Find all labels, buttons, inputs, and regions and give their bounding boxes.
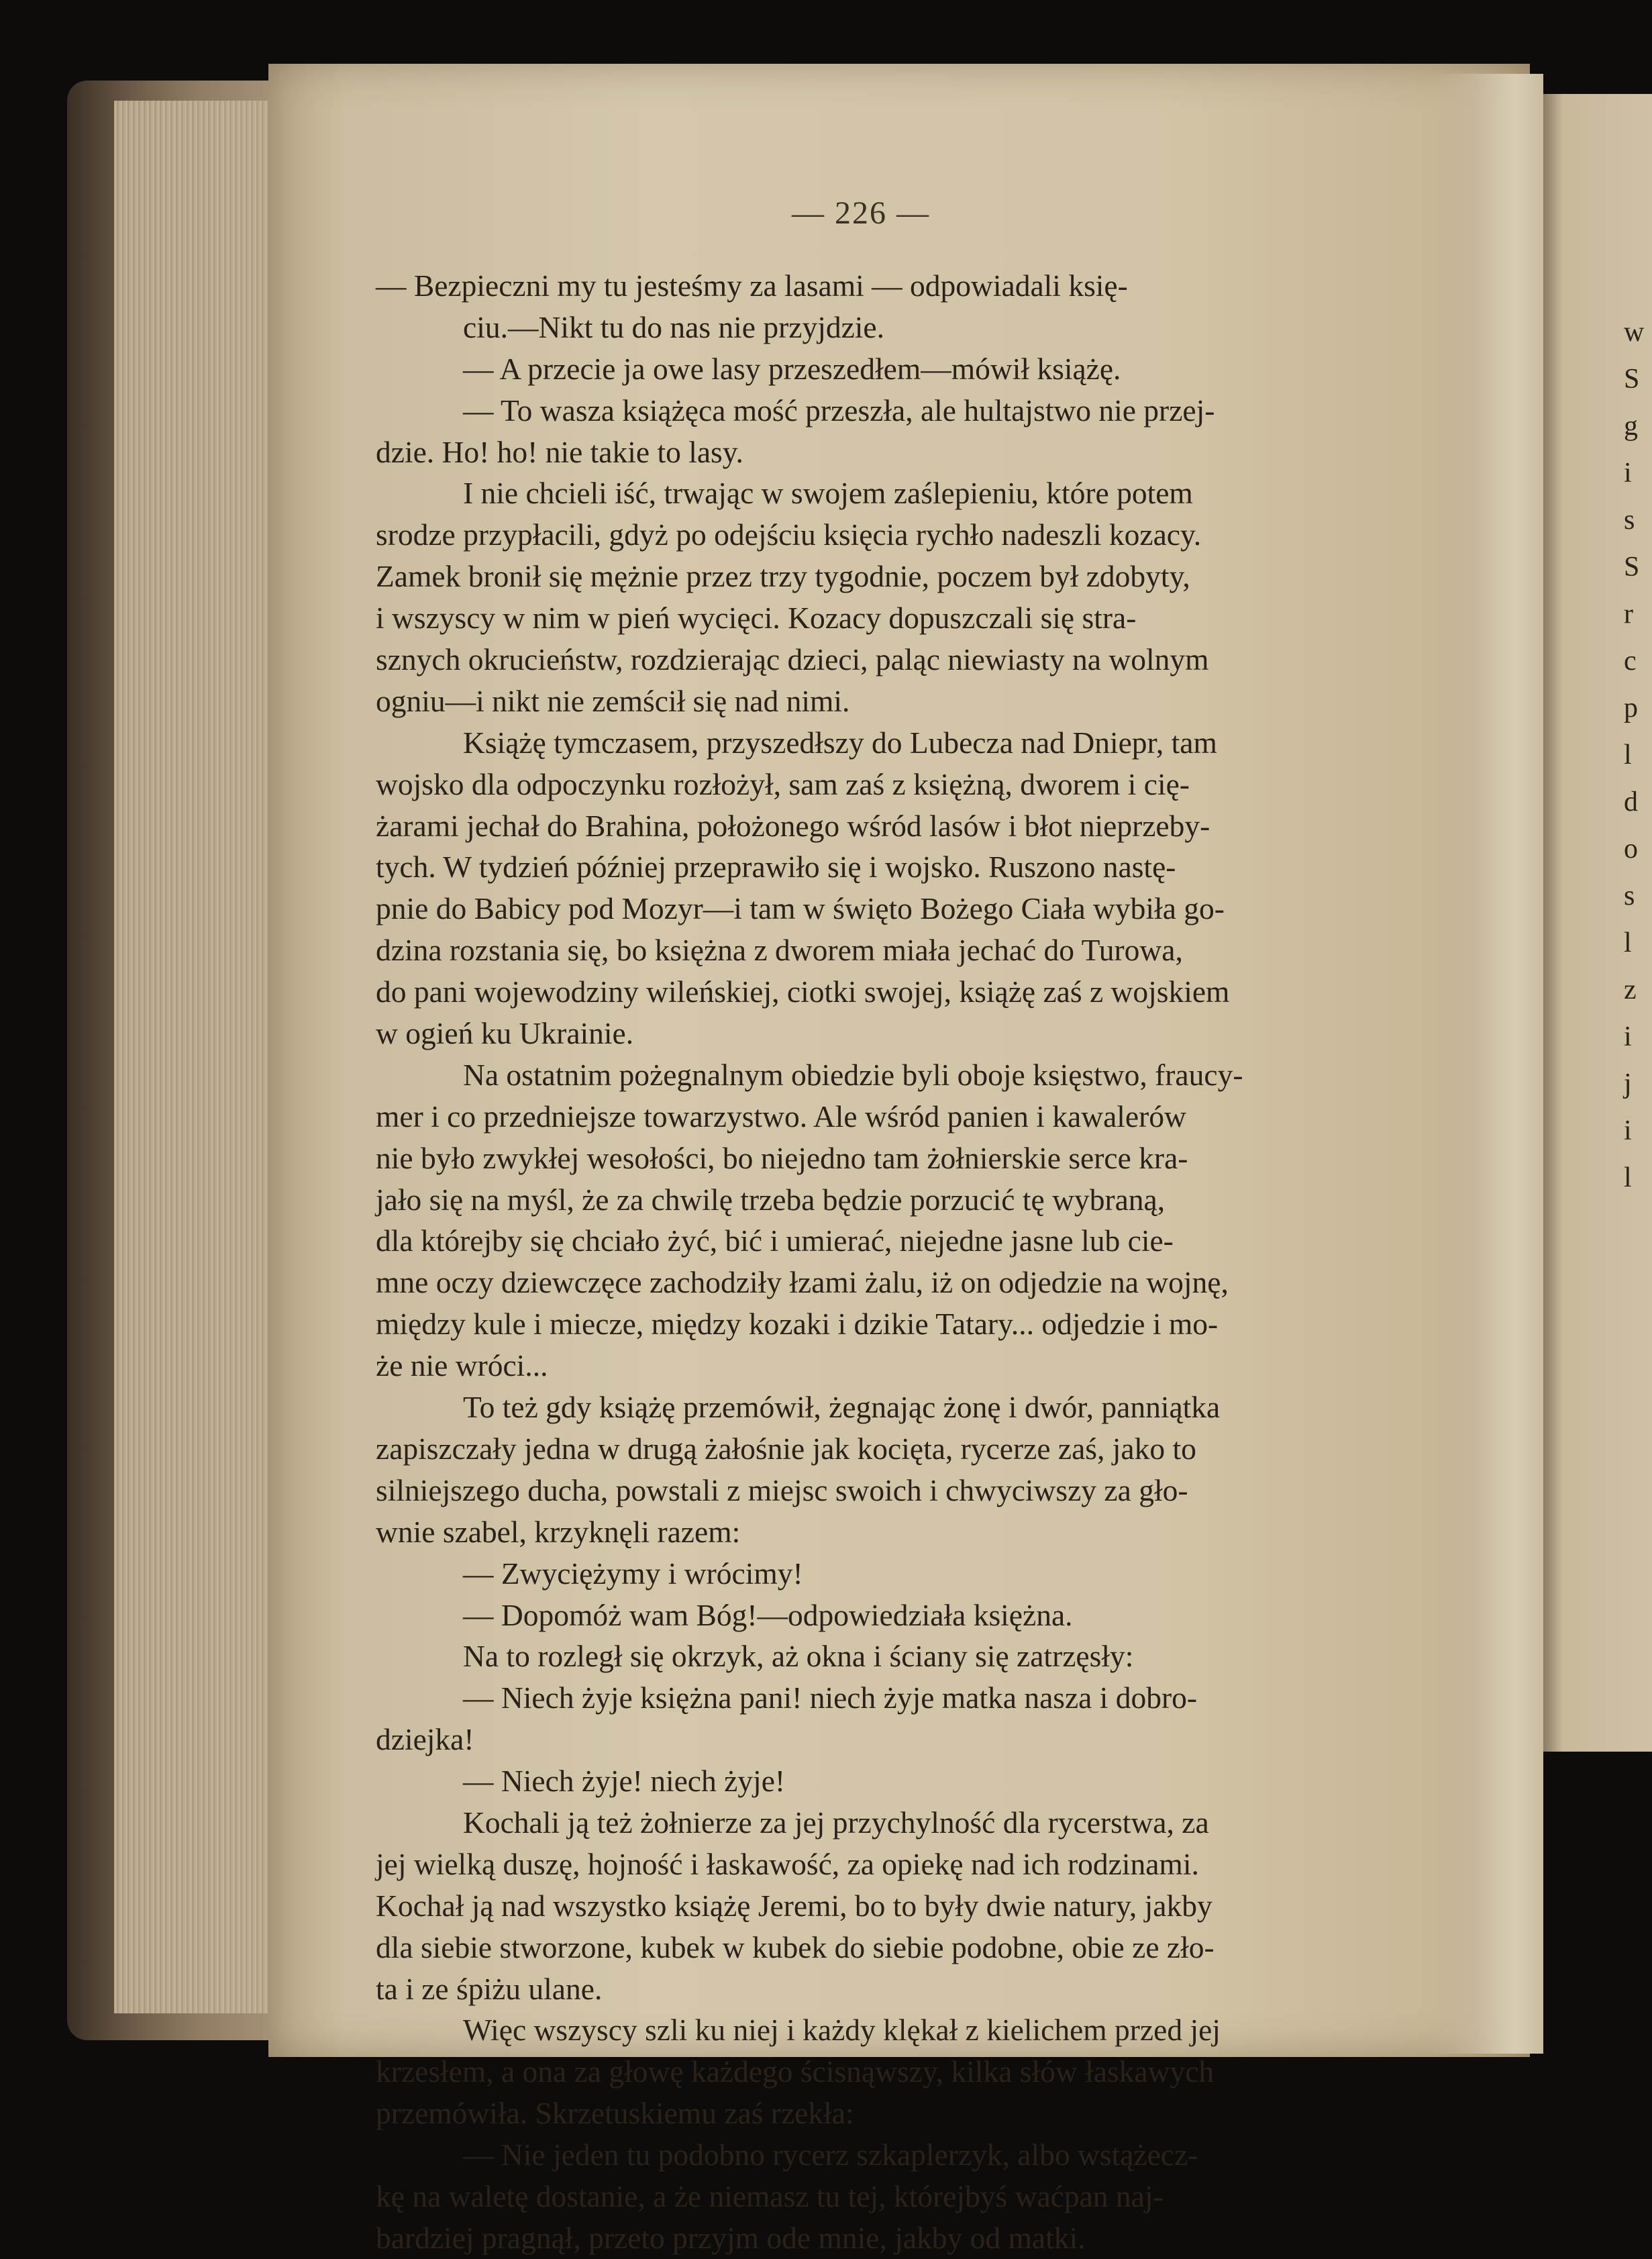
margin-fragment: l bbox=[1624, 740, 1632, 770]
margin-fragment: i bbox=[1624, 1021, 1632, 1052]
text-line: nie było zwykłej wesołości, bo niejedno tam żołnierskie serce kra- bbox=[376, 1140, 1188, 1175]
text-line: dla siebie stworzone, kubek w kubek do siebie podobne, obie ze zło- bbox=[376, 1929, 1215, 1964]
text-line: w ogień ku Ukrainie. bbox=[376, 1016, 634, 1051]
margin-fragment: c bbox=[1624, 646, 1637, 676]
text-line: Zamek bronił się mężnie przez trzy tygodnie, poczem był zdobyty, bbox=[376, 559, 1190, 594]
text-line: Książę tymczasem, przyszedłszy do Lubecza nad Dniepr, tam bbox=[463, 725, 1217, 760]
margin-fragment: s bbox=[1624, 505, 1635, 536]
margin-fragment: i bbox=[1624, 458, 1632, 489]
page-stack-edges bbox=[114, 101, 289, 2013]
text-line: ciu.—Nikt tu do nas nie przyjdzie. bbox=[463, 309, 885, 344]
page-text bbox=[376, 265, 1423, 2259]
margin-fragment: z bbox=[1624, 974, 1637, 1005]
text-line: że nie wróci... bbox=[376, 1348, 548, 1383]
text-line: zapiszczały jedna w drugą żałośnie jak kocięta, rycerze zaś, jako to bbox=[376, 1431, 1196, 1466]
text-line: mne oczy dziewczęce zachodziły łzami żalu, iż on odjedzie na wojnę, bbox=[376, 1265, 1229, 1300]
text-line: srodze przypłacili, gdyż po odejściu księcia rychło nadeszli kozacy. bbox=[376, 517, 1202, 552]
text-line: Kochali ją też żołnierze za jej przychylność dla rycerstwa, za bbox=[463, 1805, 1209, 1840]
text-line: — Dopomóż wam Bóg!—odpowiedziała księżna. bbox=[463, 1597, 1073, 1632]
margin-fragment: r bbox=[1624, 599, 1633, 630]
adjacent-page-fragments bbox=[1624, 309, 1652, 1201]
text-line: krzesłem, a ona za głowę każdego ścisnąwszy, kilka słów łaskawych bbox=[376, 2054, 1215, 2089]
margin-fragment: i bbox=[1624, 1115, 1632, 1146]
text-line: przemówiła. Skrzetuskiemu zaś rzekła: bbox=[376, 2096, 854, 2131]
text-line: żarami jechał do Brahina, położonego wśród lasów i błot nieprzeby- bbox=[376, 808, 1210, 843]
text-line: — Niech żyje! niech żyje! bbox=[463, 1764, 786, 1799]
text-line: dla którejby się chciało żyć, bić i umierać, niejedne jasne lub cie- bbox=[376, 1223, 1174, 1258]
text-line: silniejszego ducha, powstali z miejsc swoich i chwyciwszy za gło- bbox=[376, 1472, 1188, 1507]
margin-fragment: j bbox=[1624, 1068, 1632, 1099]
text-line: — To wasza książęca mość przeszła, ale hultajstwo nie przej- bbox=[463, 393, 1215, 428]
text-line: mer i co przedniejsze towarzystwo. Ale wśród panien i kawalerów bbox=[376, 1099, 1186, 1134]
margin-fragment: w bbox=[1624, 317, 1645, 348]
text-line: kę na waletę dostanie, a że niemasz tu tej, którejbyś waćpan naj- bbox=[376, 2178, 1164, 2213]
page-gutter bbox=[1429, 74, 1543, 2054]
text-line: między kule i miecze, między kozaki i dzikie Tatary... odjedzie i mo- bbox=[376, 1307, 1219, 1342]
text-line: — Niech żyje księżna pani! niech żyje matka nasza i dobro- bbox=[463, 1680, 1198, 1715]
text-line: dziejka! bbox=[376, 1722, 474, 1757]
text-line: pnie do Babicy pod Mozyr—i tam w święto Bożego Ciała wybiła go- bbox=[376, 891, 1225, 926]
text-line: — A przecie ja owe lasy przeszedłem—mówił książę. bbox=[463, 351, 1121, 386]
text-line: jej wielką duszę, hojność i łaskawość, za opiekę nad ich rodzinami. bbox=[376, 1846, 1199, 1881]
text-line: bardziej pragnął, przeto przyjm ode mnie, jakby od matki. bbox=[376, 2220, 1086, 2255]
text-line: do pani wojewodziny wileńskiej, ciotki swojej, książę zaś z wojskiem bbox=[376, 974, 1230, 1009]
text-line: ta i ze śpiżu ulane. bbox=[376, 1971, 603, 2006]
margin-fragment: o bbox=[1624, 834, 1638, 864]
text-line: dzina rozstania się, bo księżna z dworem miała jechać do Turowa, bbox=[376, 933, 1183, 968]
text-line: To też gdy książę przemówił, żegnając żonę i dwór, panniątka bbox=[463, 1390, 1221, 1425]
text-line: Na to rozległ się okrzyk, aż okna i ściany się zatrzęsły: bbox=[463, 1639, 1134, 1674]
page-number: — 226 — bbox=[792, 195, 930, 231]
margin-fragment: S bbox=[1624, 552, 1640, 583]
margin-fragment: s bbox=[1624, 881, 1635, 911]
text-line: sznych okrucieństw, rozdzierając dzieci, paląc niewiasty na wolnym bbox=[376, 642, 1209, 677]
margin-fragment: S bbox=[1624, 364, 1640, 395]
text-line: tych. W tydzień później przeprawiło się i wojsko. Ruszono nastę- bbox=[376, 850, 1176, 885]
text-line: I nie chcieli iść, trwając w swojem zaślepieniu, które potem bbox=[463, 476, 1193, 511]
text-line: dzie. Ho! ho! nie takie to lasy. bbox=[376, 434, 743, 469]
margin-fragment: l bbox=[1624, 1162, 1632, 1193]
text-line: jało się na myśl, że za chwilę trzeba będzie porzucić tę wybraną, bbox=[376, 1182, 1166, 1217]
text-line: — Zwyciężymy i wrócimy! bbox=[463, 1556, 803, 1591]
text-line: Kochał ją nad wszystko książę Jeremi, bo to były dwie natury, jakby bbox=[376, 1888, 1212, 1923]
margin-fragment: d bbox=[1624, 787, 1638, 817]
text-line: wnie szabel, krzyknęli razem: bbox=[376, 1514, 741, 1549]
text-line: Więc wszyscy szli ku niej i każdy klękał z kielichem przed jej bbox=[463, 2013, 1221, 2048]
text-line: wojsko dla odpoczynku rozłożył, sam zaś z księżną, dworem i cię- bbox=[376, 766, 1190, 801]
margin-fragment: l bbox=[1624, 927, 1632, 958]
text-line: i wszyscy w nim w pień wycięci. Kozacy dopuszczali się stra- bbox=[376, 601, 1137, 636]
margin-fragment: g bbox=[1624, 411, 1638, 442]
text-line: Na ostatnim pożegnalnym obiedzie byli oboje księstwo, fraucy- bbox=[463, 1057, 1243, 1092]
margin-fragment: p bbox=[1624, 693, 1638, 723]
text-line: — Nie jeden tu podobno rycerz szkaplerzyk, albo wstążecz- bbox=[463, 2138, 1198, 2172]
text-line: — Bezpieczni my tu jesteśmy za lasami — odpowiadali księ- bbox=[376, 268, 1128, 303]
text-line: ogniu—i nikt nie zemścił się nad nimi. bbox=[376, 683, 850, 718]
